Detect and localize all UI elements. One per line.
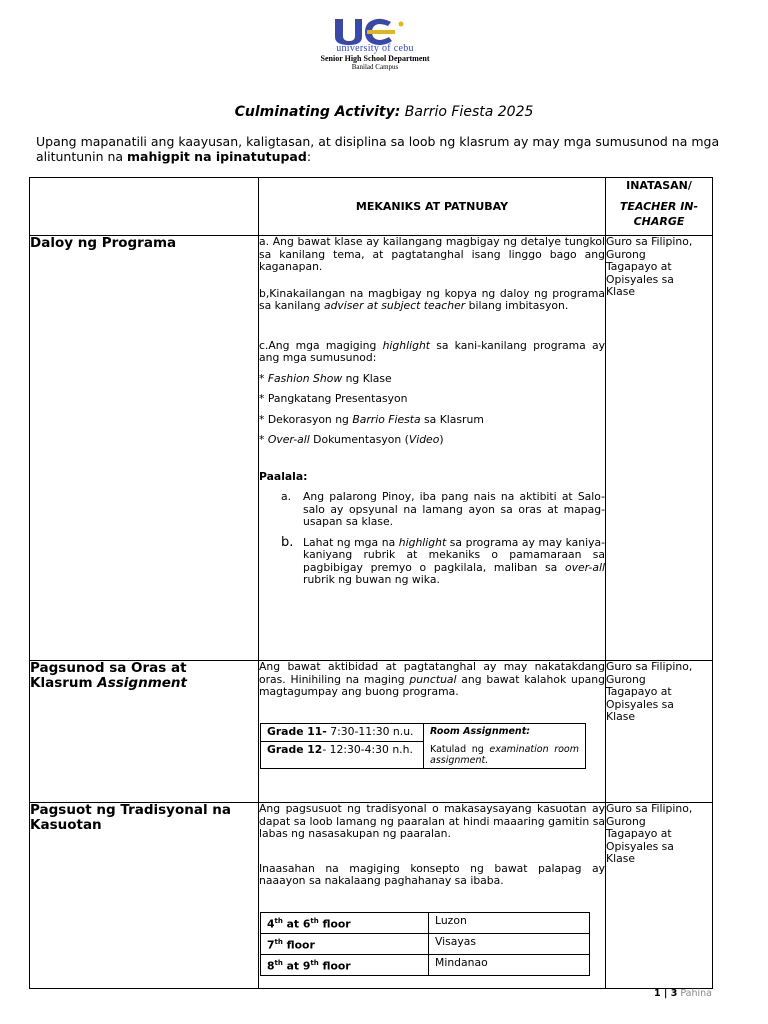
highlight-fashion-show: * Fashion Show ng Klase (259, 371, 392, 385)
university-name: university of cebu (336, 43, 414, 54)
header-in-charge (606, 178, 713, 236)
floor-table (260, 912, 590, 976)
highlight-documentation: * Over-all Dokumentasyon (Video) (259, 433, 444, 446)
title-subtitle: Barrio Fiesta 2025 (404, 104, 534, 120)
title-label: Culminating Activity: (234, 104, 401, 120)
oras-text: Ang bawat aktibidad at pagtatanghal ay may nakatakdang oras. Hinihiling na maging punctual ang bawat kalahok upang magtagumpay ang buong programa. (259, 660, 605, 698)
uc-logo-icon (329, 16, 421, 46)
region-cell: Mindanao (429, 954, 590, 975)
paalala-label: Paalala: (259, 469, 308, 483)
intro-end: : (306, 149, 312, 164)
document-title (0, 104, 768, 120)
table-row-oras (30, 661, 713, 803)
floor-cell: 8th at 9th floor (261, 954, 429, 975)
table-row-daloy (30, 236, 713, 661)
table-row (261, 912, 590, 933)
intro-paragraph (36, 134, 736, 164)
header-in-charge-1: INATASAN/ (626, 179, 692, 192)
in-charge-oras: Guro sa Filipino, Gurong Tagapayo at Opisyales sa Klase (606, 661, 713, 803)
region-cell: Visayas (429, 933, 590, 954)
department-name: Senior High School Department (320, 54, 430, 63)
kasuotan-p1: Ang pagsusuot ng tradisyonal o makasaysayang kasuotan ay dapat sa loob lamang ng paaralan at hindi maaaring gamitin sa labas ng nasasakupan ng paaralan. (259, 802, 605, 840)
floor-cell: 4th at 6th floor (261, 912, 429, 933)
intro-bold: mahigpit na ipinatutupad (127, 149, 307, 164)
university-logo (300, 16, 450, 78)
rules-table (29, 177, 713, 989)
highlight-presentation: * Pangkatang Presentasyon (259, 392, 408, 405)
table-row-kasuotan (30, 803, 713, 989)
in-charge-kasuotan: Guro sa Filipino, Gurong Tagapayo at Opisyales sa Klase (606, 803, 713, 989)
header-left-cell (30, 178, 259, 236)
intro-text: Upang mapanatili ang kaayusan, kaligtasan, at disiplina sa loob ng klasrum ay may mga sumusunod na mga alituntunin na (36, 134, 720, 164)
section-body-kasuotan (259, 803, 606, 989)
daloy-item-c: c.Ang mga magiging highlight sa kani-kanilang programa ay ang mga sumusunod: (259, 338, 605, 364)
floor-cell: 7th floor (261, 933, 429, 954)
section-title-daloy: Daloy ng Programa (30, 236, 259, 661)
grade-12-cell: Grade 12- 12:30-4:30 n.h. (261, 741, 424, 768)
schedule-table (260, 723, 586, 769)
table-header-row (30, 178, 713, 236)
table-row (261, 933, 590, 954)
grade-11-cell: Grade 11- 7:30-11:30 n.u. (261, 723, 424, 741)
highlight-decoration: * Dekorasyon ng Barrio Fiesta sa Klasrum (259, 412, 484, 426)
table-row (261, 954, 590, 975)
kasuotan-p2: Inaasahan na magiging konsepto ng bawat palapag ay naaayon sa nakalaang paghahanay sa ibaba. (259, 861, 605, 887)
campus-name: Banilad Campus (351, 63, 399, 71)
room-assignment-cell: Room Assignment: Katulad ng examination room assignment. (424, 723, 586, 768)
daloy-item-a: a. Ang bawat klase ay kailangang magbigay ng detalye tungkol sa kanilang tema, at pagtatanghal isang linggo bago ang kaganapan. (259, 235, 605, 273)
header-mechanics: MEKANIKS AT PATNUBAY (259, 178, 606, 236)
table-row (261, 723, 586, 741)
section-title-kasuotan: Pagsuot ng Tradisyonal na Kasuotan (30, 803, 259, 989)
region-cell: Luzon (429, 912, 590, 933)
section-title-oras: Pagsunod sa Oras at Klasrum Assignment (30, 661, 259, 803)
paalala-list (259, 491, 605, 587)
list-item: b. Lahat ng mga na highlight sa programa ay may kaniya-kaniyang rubrik at mekaniks o pamamaraan sa pagbibigay premyo o pagkilala, maliban sa over-all rubrik ng buwan ng wika. (281, 534, 605, 586)
list-item: a. Ang palarong Pinoy, iba pang nais na aktibiti at Salo-salo ay opsyunal na lamang ayon sa oras at mapag-usapan sa klase. (281, 490, 605, 528)
daloy-item-b: b,Kinakailangan na magbigay ng kopya ng daloy ng programa sa kanilang adviser at subject teacher bilang imbitasyon. (259, 286, 605, 312)
header-in-charge-2: TEACHER IN-CHARGE (619, 200, 699, 228)
page-number: 1 | 3 Pahina (654, 988, 712, 999)
section-body-daloy (259, 236, 606, 661)
section-body-oras (259, 661, 606, 803)
in-charge-daloy: Guro sa Filipino, Gurong Tagapayo at Opisyales sa Klase (606, 236, 713, 661)
